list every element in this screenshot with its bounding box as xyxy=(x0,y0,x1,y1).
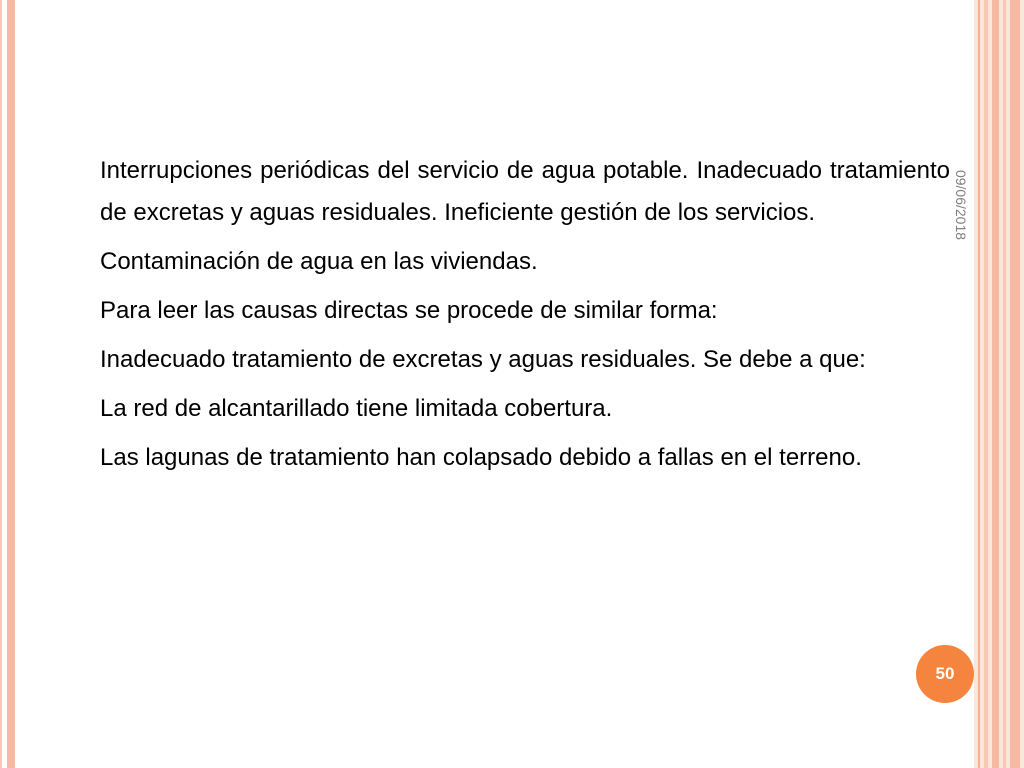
body-paragraph: Interrupciones periódicas del servicio de agua potable. Inadecuado tratamiento de excretas y aguas residuales. Ineficiente gestión de los servicios. xyxy=(100,157,950,226)
right-border-stripe xyxy=(1003,0,1006,768)
right-border-stripe xyxy=(984,0,988,768)
body-paragraph: Las lagunas de tratamiento han colapsado debido a fallas en el terreno. xyxy=(100,444,862,471)
right-border-stripe xyxy=(992,0,999,768)
body-paragraph: La red de alcantarillado tiene limitada cobertura. xyxy=(100,395,613,422)
left-border-bar xyxy=(7,0,15,768)
slide-date: 09/06/2018 xyxy=(953,169,969,241)
left-border-stripe xyxy=(0,0,2,768)
right-border-stripe xyxy=(1010,0,1020,768)
body-paragraph: Para leer las causas directas se procede de similar forma: xyxy=(100,297,718,324)
page-number-badge xyxy=(916,645,974,703)
body-paragraph: Inadecuado tratamiento de excretas y aguas residuales. Se debe a que: xyxy=(100,346,866,373)
right-border-stripe xyxy=(978,0,980,768)
body-paragraph: Contaminación de agua en las viviendas. xyxy=(100,248,538,275)
slide-body xyxy=(100,150,950,486)
page-number: 50 xyxy=(935,664,955,683)
